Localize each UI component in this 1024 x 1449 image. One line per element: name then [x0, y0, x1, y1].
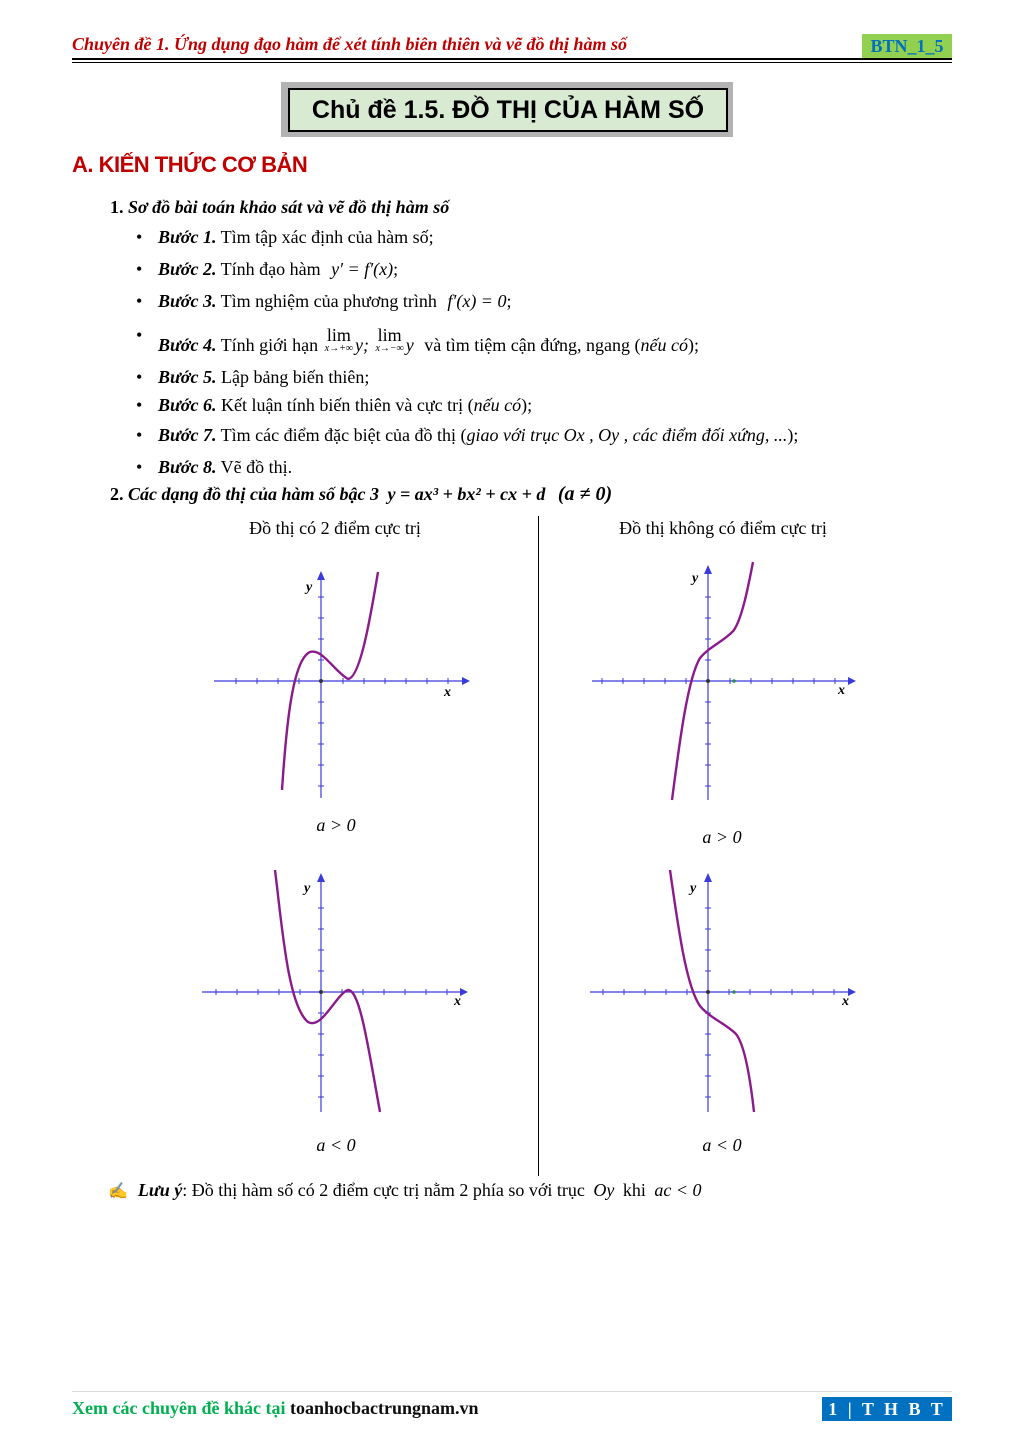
- origin-point: [706, 679, 710, 683]
- step-text: Tìm các điểm đặc biệt của đồ thị (: [220, 425, 467, 445]
- step-label: Bước 4.: [158, 335, 217, 355]
- item2-title: Các dạng đồ thị của hàm số bậc 3: [128, 484, 380, 504]
- header-title: Chuyên đề 1. Ứng dụng đạo hàm để xét tính biên thiên và vẽ đồ thị hàm số: [72, 34, 628, 54]
- footer-label: Xem các chuyên đề khác tại: [72, 1398, 286, 1418]
- writing-hand-icon: ✍: [108, 1183, 128, 1200]
- limit-symbol: lim: [377, 325, 402, 345]
- step-text: Tính đạo hàm: [220, 259, 321, 279]
- graph-no-extrema-a-positive: [588, 558, 868, 808]
- header-rule: [72, 58, 952, 60]
- limit-subscript: x→−∞: [375, 343, 404, 354]
- step-text: Tìm tập xác định của hàm số;: [220, 227, 434, 247]
- header-code-badge: BTN_1_5: [862, 34, 952, 58]
- step-text-italic: giao với trục Ox , Oy , các điểm đối xứng, ...: [466, 425, 788, 445]
- origin-point: [706, 990, 710, 994]
- step-label: Bước 5.: [158, 367, 217, 387]
- y-axis-label: y: [692, 571, 699, 586]
- limit-symbol: lim: [326, 325, 351, 345]
- step-4: [134, 324, 974, 366]
- step-text: Lập bảng biến thiên;: [220, 367, 370, 387]
- item1-number: 1.: [110, 197, 124, 217]
- x-axis-label: x: [838, 683, 845, 698]
- topic-title: Chủ đề 1.5. ĐỒ THỊ CỦA HÀM SỐ: [288, 88, 728, 132]
- item2-condition: (a ≠ 0): [557, 483, 613, 505]
- step-text-italic: nếu có: [473, 395, 522, 415]
- x-axis-label: x: [842, 994, 849, 1009]
- section-a-heading: A. KIẾN THỨC CƠ BẢN: [72, 152, 308, 177]
- step-after-end: );: [687, 335, 699, 355]
- note-axis: Oy: [593, 1180, 615, 1200]
- step-after: ;: [393, 259, 399, 279]
- step-7: [134, 424, 974, 456]
- note-line: [108, 1180, 702, 1201]
- step-after: và tìm tiệm cận đứng, ngang (: [424, 335, 641, 355]
- step-after-italic: nếu có: [640, 335, 688, 355]
- step-formula: y′ = f′(x): [331, 259, 394, 279]
- item1-heading: [110, 197, 449, 218]
- x-axis-label: x: [454, 994, 461, 1009]
- graph-no-extrema-a-negative: [586, 866, 866, 1116]
- y-axis-arrow-icon: [317, 571, 325, 580]
- footer-site-link[interactable]: toanhocbactrungnam.vn: [289, 1398, 479, 1418]
- caption-top-left: a > 0: [316, 815, 356, 835]
- inflection-marker: [732, 679, 736, 683]
- x-axis-arrow-icon: [848, 988, 856, 996]
- step-formula: f′(x) = 0: [447, 291, 507, 311]
- origin-point: [319, 679, 323, 683]
- step-5: [134, 366, 974, 394]
- y-axis-arrow-icon: [317, 873, 325, 882]
- y-axis-arrow-icon: [704, 873, 712, 882]
- x-axis-label: x: [444, 685, 451, 700]
- x-axis-arrow-icon: [462, 677, 470, 685]
- steps-list: [134, 226, 974, 484]
- step-text: Kết luận tính biến thiên và cực trị (: [220, 395, 474, 415]
- graph-right-title: Đồ thị không có điểm cực trị: [619, 518, 827, 538]
- note-condition: ac < 0: [654, 1180, 702, 1200]
- note-text: : Đồ thị hàm số có 2 điểm cực trị nằm 2 phía so với trục: [182, 1180, 585, 1200]
- step-text: Tìm nghiệm của phương trình: [220, 291, 437, 311]
- step-2: [134, 258, 974, 290]
- y-axis-label: y: [690, 881, 697, 896]
- step-text-end: );: [521, 395, 533, 415]
- step-6: [134, 394, 974, 424]
- caption-bottom-left: a < 0: [316, 1135, 356, 1155]
- caption-bottom-right: a < 0: [702, 1135, 742, 1155]
- item1-title: Sơ đồ bài toán khảo sát và vẽ đồ thị hàm số: [128, 197, 450, 217]
- cubic-curve: [275, 870, 380, 1112]
- step-label: Bước 7.: [158, 425, 217, 445]
- step-after: ;: [506, 291, 512, 311]
- column-divider: [538, 516, 539, 1176]
- step-label: Bước 1.: [158, 227, 217, 247]
- step-label: Bước 6.: [158, 395, 217, 415]
- item2-heading: [110, 483, 612, 506]
- x-axis-arrow-icon: [848, 677, 856, 685]
- limit-plus-inf: [325, 324, 353, 354]
- limit-variable: y;: [354, 335, 369, 355]
- inflection-marker: [732, 990, 736, 994]
- item2-number: 2.: [110, 484, 124, 504]
- caption-top-right: a > 0: [702, 827, 742, 847]
- header-rule-thin: [72, 62, 952, 63]
- step-label: Bước 3.: [158, 291, 217, 311]
- cubic-curve: [670, 870, 754, 1112]
- y-axis-label: y: [306, 580, 313, 595]
- origin-point: [319, 990, 323, 994]
- step-text: Vẽ đồ thị.: [220, 457, 293, 477]
- x-axis-arrow-icon: [460, 988, 468, 996]
- footer-page-badge: 1 | T H B T N: [822, 1397, 952, 1421]
- step-label: Bước 8.: [158, 457, 217, 477]
- step-text: Tính giới hạn: [220, 335, 319, 355]
- note-khi: khi: [622, 1180, 646, 1200]
- step-1: [134, 226, 974, 258]
- step-label: Bước 2.: [158, 259, 217, 279]
- footer-text: [72, 1398, 479, 1419]
- y-axis-label: y: [304, 881, 311, 896]
- limit-variable: y: [405, 335, 414, 355]
- step-3: [134, 290, 974, 324]
- limit-minus-inf: [375, 324, 403, 354]
- item2-formula: y = ax³ + bx² + cx + d: [387, 484, 546, 504]
- step-text-end: );: [787, 425, 799, 445]
- note-label: Lưu ý: [137, 1180, 183, 1200]
- y-axis-arrow-icon: [704, 565, 712, 574]
- graph-two-extrema-a-positive: [200, 560, 480, 810]
- step-8: [134, 456, 974, 484]
- graph-two-extrema-a-negative: [198, 866, 478, 1116]
- graph-left-title: Đồ thị có 2 điểm cực trị: [249, 518, 421, 538]
- limit-subscript: x→+∞: [324, 343, 353, 354]
- footer-rule: [72, 1391, 952, 1392]
